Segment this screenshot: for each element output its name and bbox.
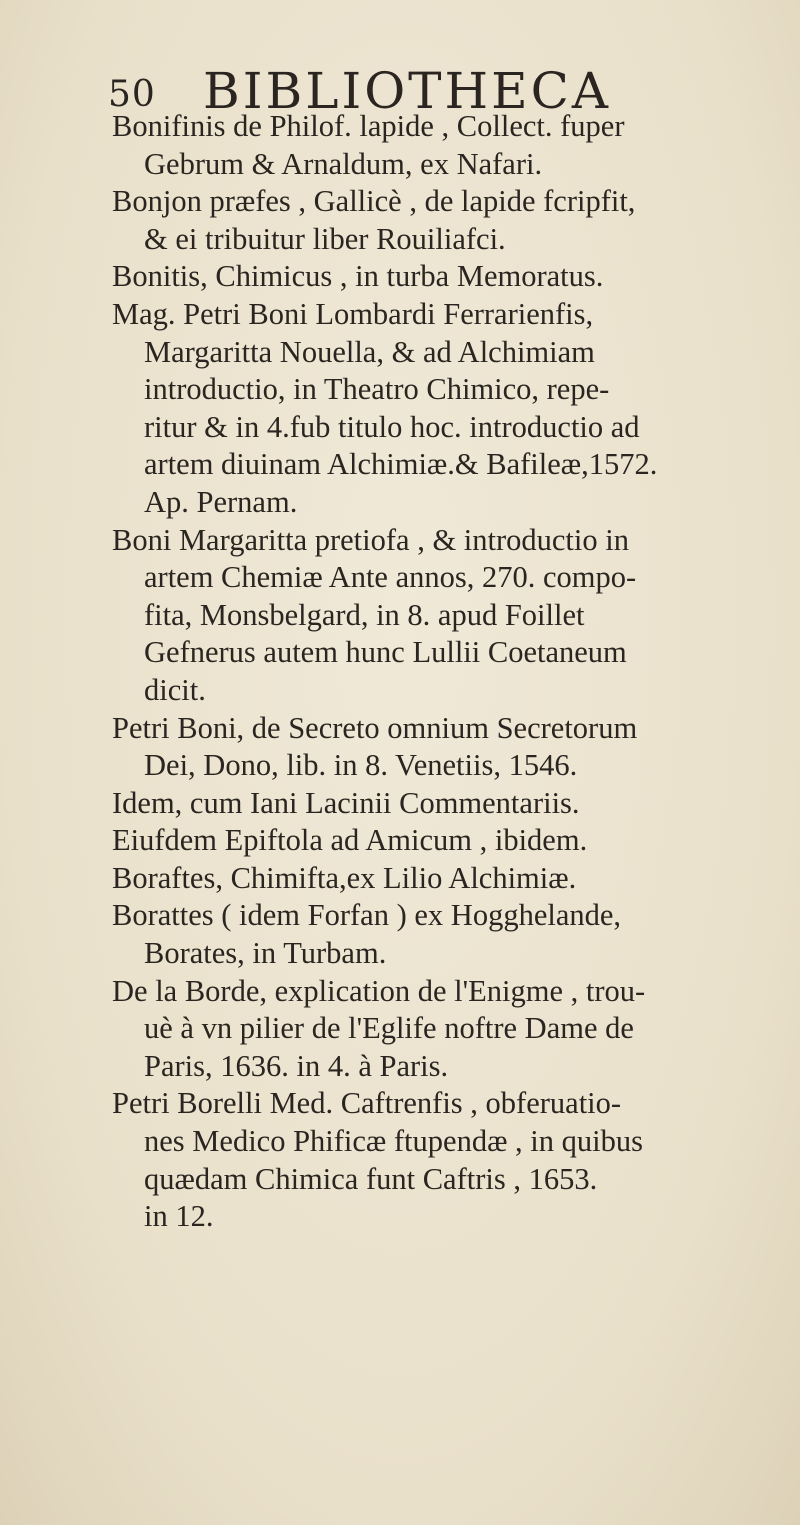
text-line: Boraftes, Chimifta,ex Lilio Alchimiæ. bbox=[112, 860, 577, 895]
text-line: Dei, Dono, lib. in 8. Venetiis, 1546. bbox=[144, 748, 578, 783]
text-line: fita, Monsbelgard, in 8. apud Foillet bbox=[144, 597, 585, 632]
page-number: 50 bbox=[108, 74, 156, 115]
text-line: artem diuinam Alchimiæ.& Bafileæ,1572. bbox=[144, 447, 658, 482]
text-line: quædam Chimica funt Caftris , 1653. bbox=[144, 1161, 598, 1196]
text-line: Bonifinis de Philof. lapide , Collect. fuper bbox=[112, 109, 625, 143]
text-line: artem Chemiæ Ante annos, 270. compo- bbox=[144, 560, 637, 595]
text-line: Ap. Pernam. bbox=[144, 484, 298, 519]
text-line: Boni Margaritta pretiofa , & introductio in bbox=[112, 522, 629, 557]
text-line: Borates, in Turbam. bbox=[144, 936, 387, 971]
text-line: & ei tribuitur liber Rouiliafci. bbox=[144, 221, 506, 256]
text-line: Paris, 1636. in 4. à Paris. bbox=[144, 1048, 449, 1083]
text-line: Borattes ( idem Forfan ) ex Hogghelande, bbox=[112, 898, 622, 933]
text-line: Gefnerus autem hunc Lullii Coetaneum bbox=[144, 635, 627, 670]
text-line: Gebrum & Arnaldum, ex Nafari. bbox=[144, 146, 543, 181]
text-line: Mag. Petri Boni Lombardi Ferrarienfis, bbox=[112, 296, 594, 331]
text-line: dicit. bbox=[144, 672, 206, 707]
text-line: Petri Boni, de Secreto omnium Secretorum bbox=[112, 710, 638, 745]
text-line: in 12. bbox=[144, 1199, 214, 1234]
text-line: nes Medico Phificæ ftupendæ , in quibus bbox=[144, 1124, 643, 1159]
text-line: Petri Borelli Med. Caftrenfis , obferuatio- bbox=[112, 1086, 622, 1121]
text-line: Bonitis, Chimicus , in turba Memoratus. bbox=[112, 259, 604, 294]
text-line: De la Borde, explication de l'Enigme , trou- bbox=[112, 973, 646, 1008]
text-line: uè à vn pilier de l'Eglife noftre Dame de bbox=[144, 1011, 634, 1046]
text-line: Idem, cum Iani Lacinii Commentariis. bbox=[112, 785, 580, 820]
text-line: introductio, in Theatro Chimico, repe- bbox=[144, 372, 610, 407]
running-title: BIBLIOTHECA bbox=[203, 62, 611, 120]
text-line: ritur & in 4.fub titulo hoc. introductio ad bbox=[144, 409, 640, 444]
text-line: Bonjon præfes , Gallicè , de lapide fcripfit, bbox=[112, 184, 636, 219]
text-line: Margaritta Nouella, & ad Alchimiam bbox=[144, 334, 595, 369]
body-text bbox=[112, 108, 772, 1236]
text-line: Eiufdem Epiftola ad Amicum , ibidem. bbox=[112, 823, 588, 858]
